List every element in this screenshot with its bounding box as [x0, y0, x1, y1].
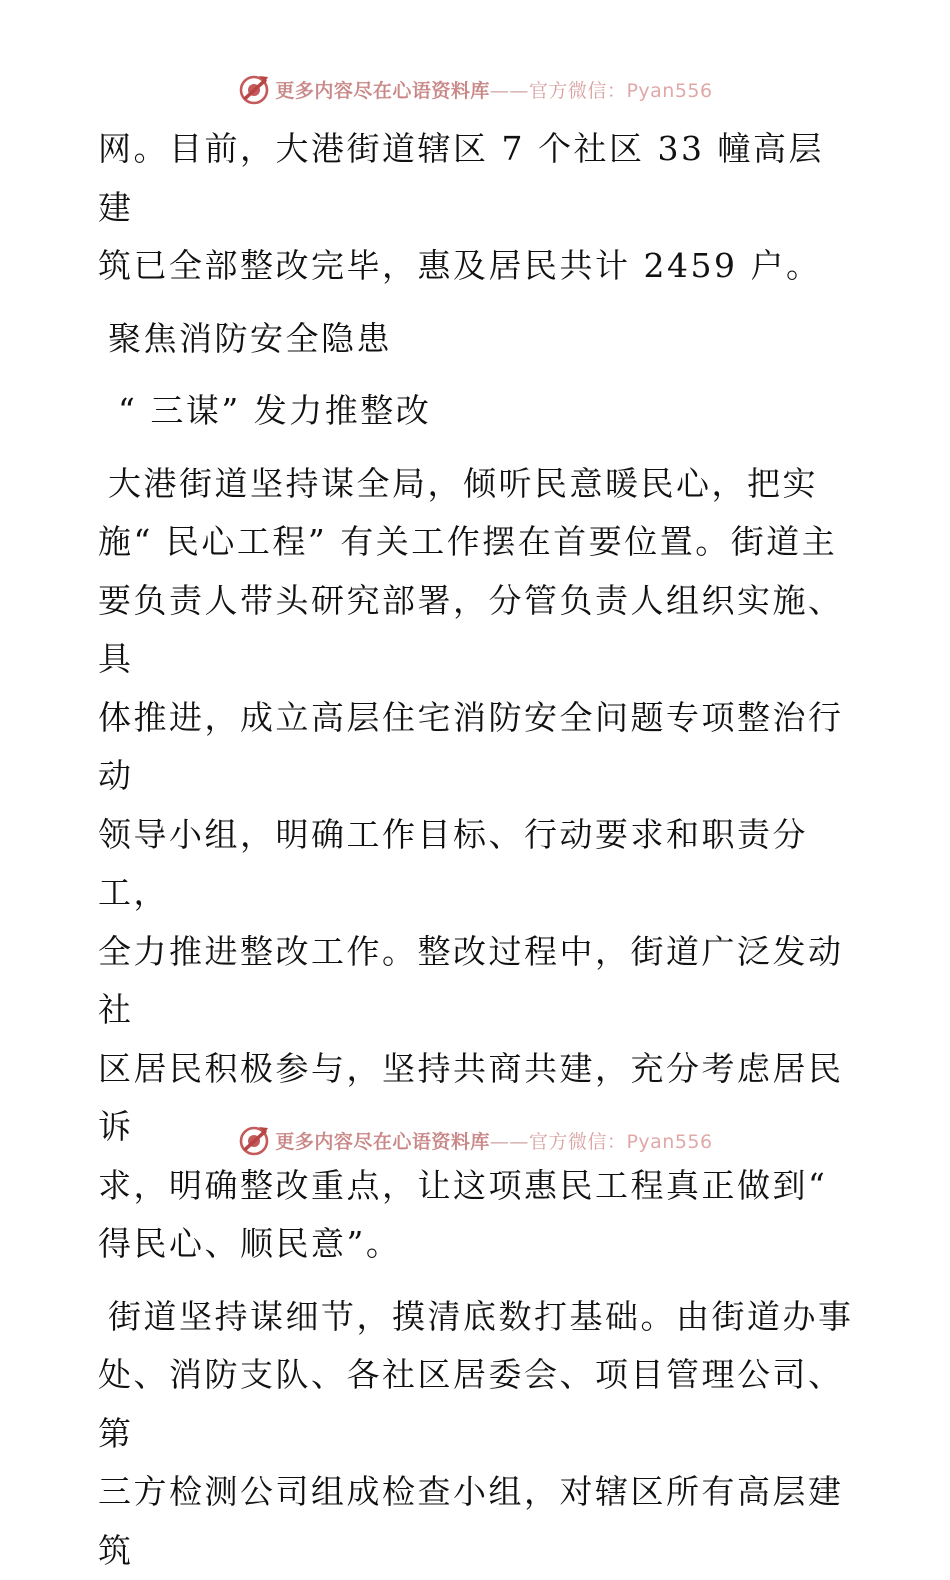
footer-banner-dash: —— — [489, 1130, 529, 1153]
section-heading: 聚焦消防安全隐患 — [108, 318, 392, 358]
paragraph-line: 三方检测公司组成检查小组，对辖区所有高层建筑 — [98, 1472, 844, 1570]
paragraph-line: 得民心、顺民意”。 — [98, 1224, 402, 1263]
paragraph-line: 大港街道坚持谋全局，倾听民意暖民心，把实 — [108, 463, 818, 503]
footer-banner — [0, 1123, 950, 1157]
footer-banner-text — [275, 1127, 712, 1154]
paragraph-line: 网。目前，大港街道辖区 7 个社区 33 幢高层建 — [98, 129, 824, 227]
header-banner-official: 官方微信： — [528, 79, 627, 102]
paragraph-line: 施“ 民心工程” 有关工作摆在首要位置。街道主 — [98, 522, 838, 561]
section-heading: “ 三谋” 发力推整改 — [118, 391, 432, 430]
footer-banner-wechat-id: Pyan556 — [626, 1130, 713, 1153]
logo-icon — [237, 72, 271, 106]
header-banner-dash: —— — [489, 79, 529, 102]
paragraph-line: 筑已全部整改完毕，惠及居民共计 2459 户。 — [98, 246, 822, 285]
header-banner-text — [275, 76, 712, 103]
paragraph-line: 处、消防支队、各社区居委会、项目管理公司、第 — [98, 1355, 844, 1453]
header-banner-wechat-id: Pyan556 — [626, 79, 713, 102]
paragraph-line: 要负责人带头研究部署，分管负责人组织实施、具 — [98, 580, 844, 678]
header-banner — [0, 72, 950, 106]
document-body — [98, 120, 858, 1580]
paragraph-line: 街道坚持谋细节，摸清底数打基础。由街道办事 — [108, 1296, 854, 1336]
logo-icon — [237, 1123, 271, 1157]
footer-banner-official: 官方微信： — [528, 1130, 627, 1153]
paragraph-line: 求，明确整改重点，让这项惠民工程真正做到“ — [98, 1165, 828, 1205]
footer-banner-main: 更多内容尽在心语资料库 — [275, 1130, 490, 1153]
header-banner-main: 更多内容尽在心语资料库 — [275, 79, 490, 102]
paragraph-line: 区居民积极参与，坚持共商共建，充分考虑居民诉 — [98, 1048, 844, 1146]
paragraph-line: 全力推进整改工作。整改过程中，街道广泛发动社 — [98, 931, 844, 1029]
paragraph-line: 体推进，成立高层住宅消防安全问题专项整治行动 — [98, 697, 844, 795]
paragraph-line: 领导小组，明确工作目标、行动要求和职责分工， — [98, 814, 808, 912]
